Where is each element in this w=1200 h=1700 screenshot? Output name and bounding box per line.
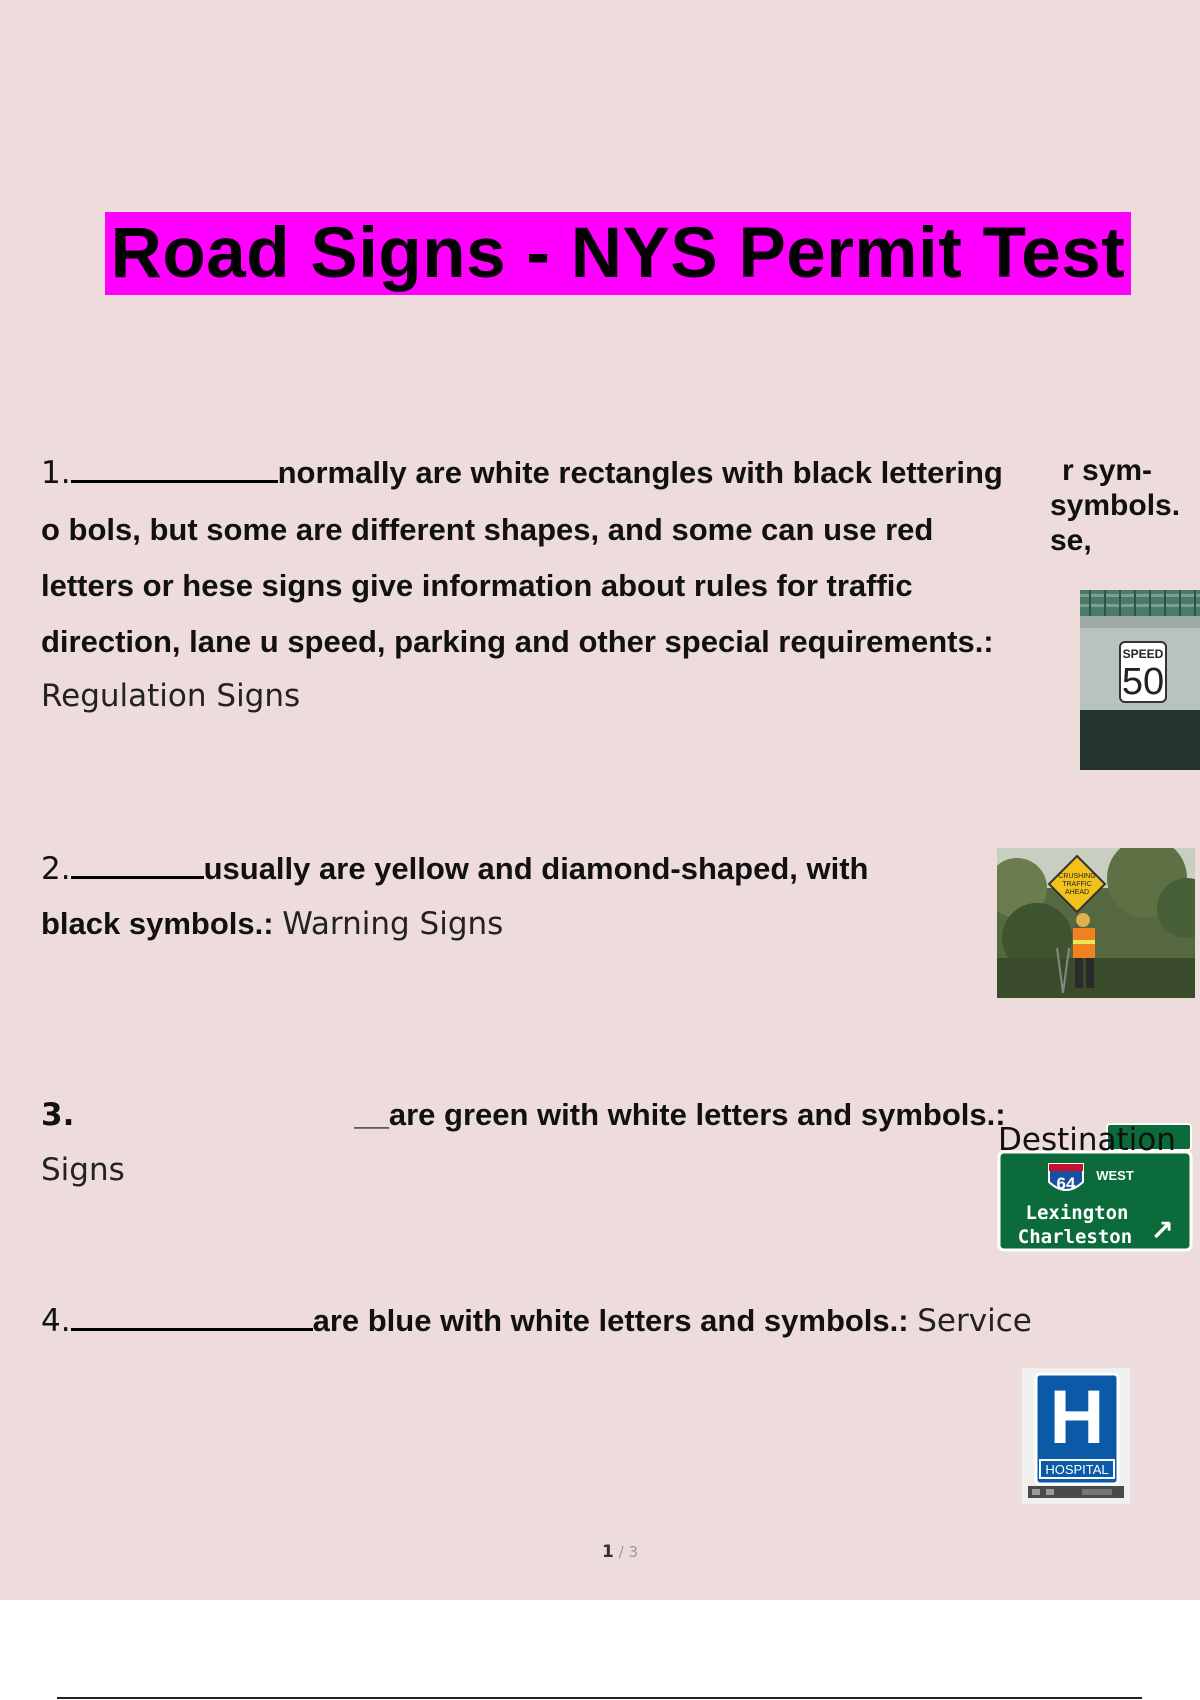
q2-line1 (41, 851, 869, 887)
guide-sign-city-2: Charleston (1017, 1226, 1133, 1248)
warning-sign-image (997, 848, 1195, 998)
guide-sign-direction: WEST (1096, 1168, 1134, 1183)
hospital-sign-letter: H (1049, 1375, 1105, 1460)
q2-line2 (41, 906, 503, 942)
page-current: 1 (602, 1542, 614, 1562)
q4-line1 (41, 1303, 1032, 1339)
q1-text-1: normally are white rectangles with black lettering (277, 455, 1003, 490)
warning-sign-text-2: TRAFFIC (1062, 881, 1092, 888)
q3-blank[interactable]: __ (354, 1097, 389, 1132)
q1-line4: direction, lane u speed, parking and other special requirements.: (41, 624, 994, 659)
q2-number: 2. (41, 851, 71, 887)
q3-number: 3. (41, 1097, 75, 1133)
q1-number: 1. (41, 455, 71, 491)
q2-answer: Warning Signs (282, 906, 504, 942)
q1-side-3: se, (1050, 524, 1092, 557)
hospital-sign-icon (1022, 1368, 1130, 1504)
q1-answer: Regulation Signs (41, 678, 301, 714)
q4-number: 4. (41, 1303, 71, 1339)
q1-line2: o bols, but some are different shapes, and some can use red (41, 512, 934, 547)
q1-side-1: r sym- (1062, 454, 1153, 487)
guide-sign-arrow-icon: ↗ (1150, 1214, 1174, 1247)
q3-answer-part1: Destination (998, 1122, 1176, 1158)
warning-sign-photo-icon (997, 848, 1195, 998)
warning-sign-text-3: AHEAD (1064, 889, 1090, 896)
speed-limit-photo-icon (1080, 590, 1200, 770)
page-separator: / (613, 1543, 629, 1561)
q4-text-1: are blue with white letters and symbols.: (312, 1303, 909, 1338)
q2-text-2: black symbols.: (41, 906, 274, 941)
hospital-sign-label: HOSPITAL (1045, 1462, 1109, 1477)
q3-line1 (41, 1097, 1006, 1133)
q1-overflow-text (1052, 453, 1200, 558)
q3-text-1: are green with white letters and symbols.: (388, 1097, 1006, 1132)
warning-sign-text-1: CRUSHING (1058, 873, 1096, 880)
q1-line1 (41, 455, 1003, 491)
page-title: Road Signs - NYS Permit Test (105, 212, 1131, 295)
q3-answer-part2: Signs (41, 1152, 125, 1188)
speed-sign-label: SPEED (1122, 647, 1164, 661)
q1-side-2: symbols. (1050, 489, 1181, 522)
page-number (0, 1542, 1200, 1562)
speed-limit-image (1080, 590, 1200, 770)
footer-divider (57, 1697, 1142, 1699)
speed-sign-value: 50 (1121, 661, 1165, 703)
interstate-shield-number: 64 (1056, 1174, 1076, 1193)
q4-answer: Service (917, 1303, 1032, 1339)
q4-blank[interactable] (71, 1322, 313, 1331)
q2-text-1: usually are yellow and diamond-shaped, with (203, 851, 869, 886)
q1-blank[interactable] (71, 474, 278, 483)
q2-blank[interactable] (71, 870, 204, 879)
guide-sign-city-1: Lexington (1025, 1202, 1129, 1224)
q1-line3: letters or hese signs give information about rules for traffic (41, 568, 913, 603)
hospital-sign-image (1022, 1368, 1130, 1504)
page-total: 3 (628, 1543, 638, 1561)
